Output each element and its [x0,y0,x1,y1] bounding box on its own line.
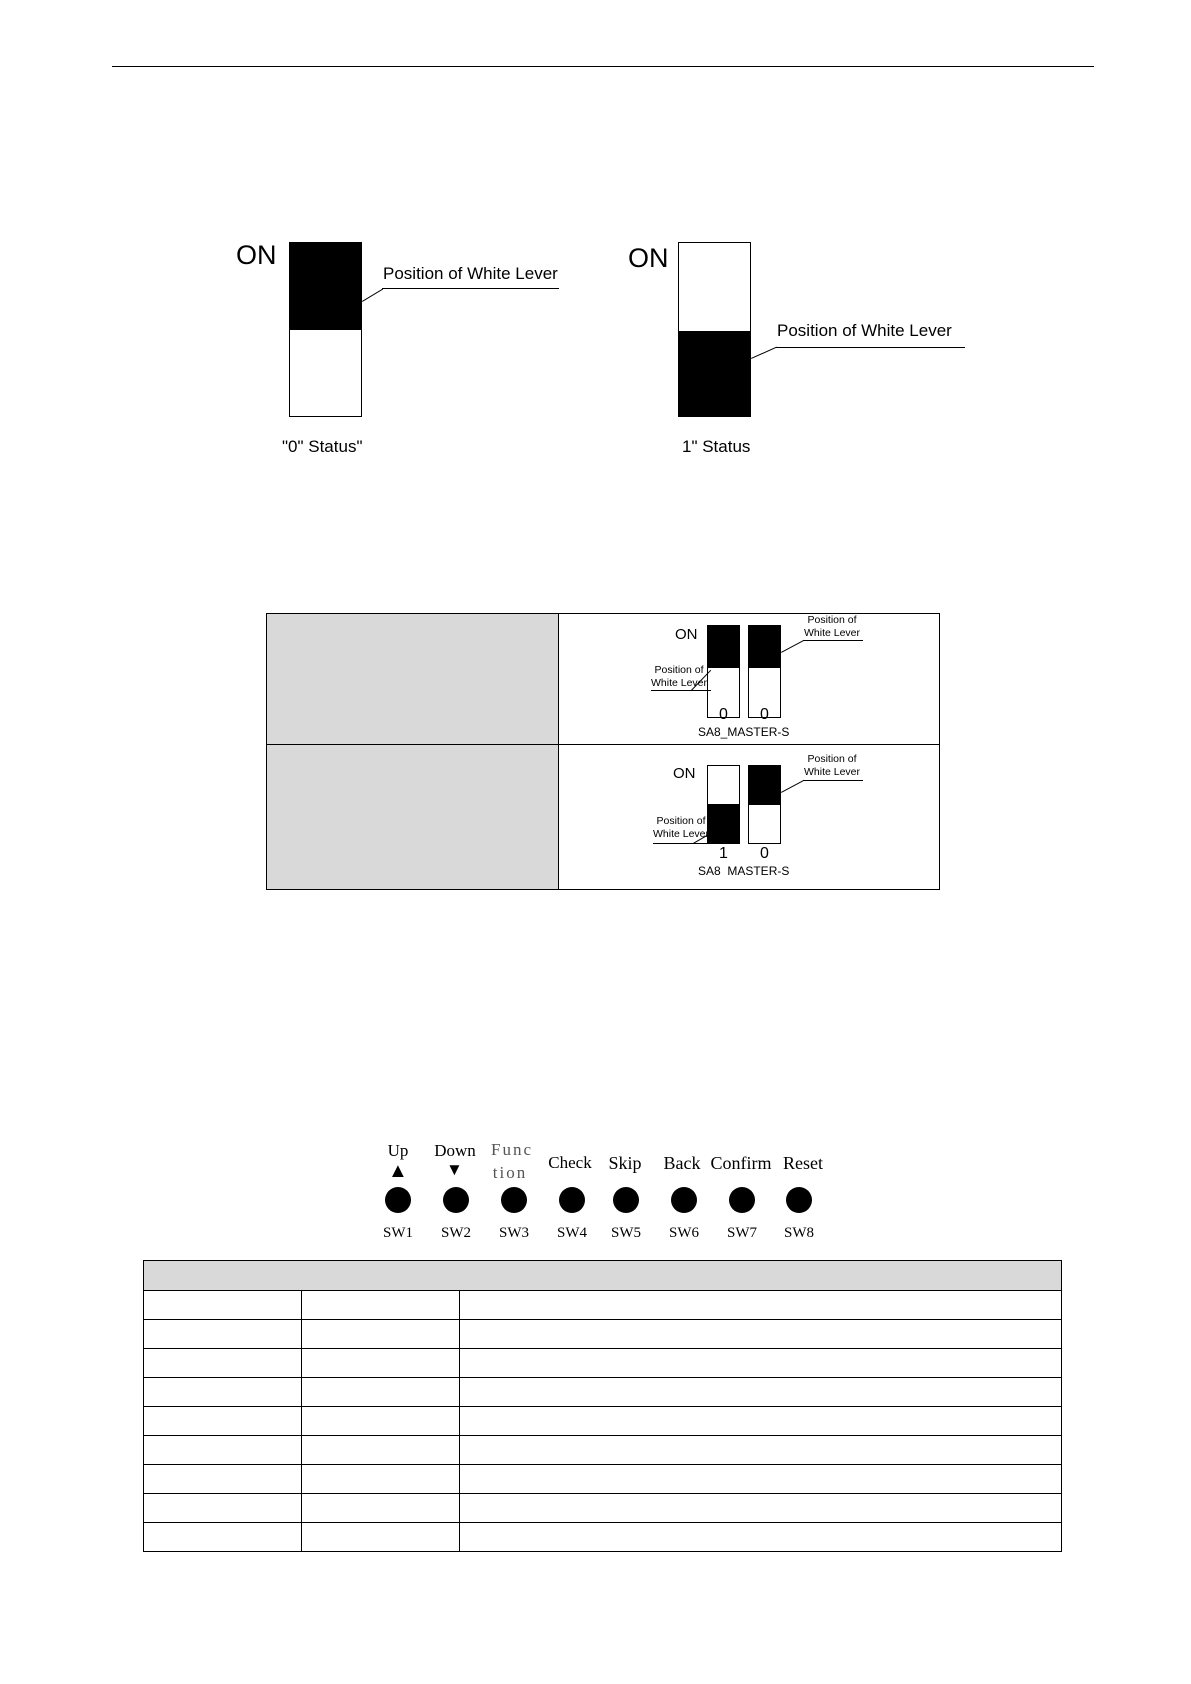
sw2-button[interactable] [443,1187,469,1213]
dip-caption-row1: SA8_MASTER-S [698,725,790,739]
sw7-button[interactable] [729,1187,755,1213]
table-row [144,1436,1062,1465]
lever-label-right: Position of White Lever [777,321,952,340]
button-label-down: Down [434,1141,476,1160]
lever-label-row1-left-a: Position of [654,664,704,676]
button-label-skip: Skip [608,1153,642,1173]
dip-table-row1-left-cell [267,614,559,744]
sw5-label: SW5 [611,1225,641,1241]
sw3-button[interactable] [501,1187,527,1213]
on-label-left: ON [236,240,277,270]
lever-label-row1-right-b: White Lever [804,627,861,639]
dip-switch-master-s [748,625,781,718]
lever-label-row2-right-b: White Lever [804,766,861,778]
sw2-label: SW2 [441,1225,471,1241]
sw7-label: SW7 [727,1225,757,1241]
lever-label-row1-right-a: Position of [807,614,857,626]
lever-label-row1-left-b: White Lever [651,677,708,689]
dip-value-master-s: 0 [760,845,769,862]
sw4-button[interactable] [559,1187,585,1213]
dip-switch-sa8 [707,625,740,718]
table-row [144,1465,1062,1494]
table-row [144,1320,1062,1349]
sw5-button[interactable] [613,1187,639,1213]
up-arrow-icon: ▲ [388,1160,408,1182]
on-label-right: ON [628,243,669,273]
table-row [144,1407,1062,1436]
table-row [144,1349,1062,1378]
lever-label-row2-left-b: White Lever [653,828,710,840]
button-label-up: Up [387,1141,409,1160]
lever-label-row2-right-a: Position of [807,753,857,765]
button-label-back: Back [663,1153,701,1173]
lever-label-row2-left-a: Position of [656,815,706,827]
dip-value-sa8: 1 [719,845,728,862]
lever-label-left: Position of White Lever [383,264,558,283]
sw6-label: SW6 [669,1225,699,1241]
sw4-label: SW4 [557,1225,587,1241]
switch-one-status [678,242,751,417]
dip-value-sa8: 0 [719,706,728,723]
sw8-button[interactable] [786,1187,812,1213]
dip-on-label: ON [675,626,698,643]
down-arrow-icon: ▼ [446,1160,463,1179]
sw3-label: SW3 [499,1225,529,1241]
table-row [144,1291,1062,1320]
table-row [144,1523,1062,1552]
caption-zero-status: "0" Status" [282,437,363,456]
button-label-check: Check [548,1153,592,1172]
table-row [144,1494,1062,1523]
caption-one-status: 1" Status [682,437,751,456]
dip-setting-table [266,613,940,890]
sw8-label: SW8 [784,1225,814,1241]
button-label-confirm: Confirm [710,1153,772,1173]
header-rule [112,66,1094,67]
sw1-button[interactable] [385,1187,411,1213]
button-label-reset: Reset [783,1153,823,1173]
dip-value-master-s: 0 [760,706,769,723]
switch-zero-status [289,242,362,417]
sw6-button[interactable] [671,1187,697,1213]
table-header-row [144,1261,1062,1291]
table-row [144,1378,1062,1407]
dip-switch-master-s [748,765,781,844]
button-function-table [143,1260,1062,1552]
dip-table-row2-left-cell [267,744,559,889]
button-label-function-b: tion [492,1163,528,1182]
sw1-label: SW1 [383,1225,413,1241]
dip-on-label: ON [673,765,696,782]
button-label-function-a: Func [491,1140,533,1159]
dip-caption-row2: SA8 MASTER-S [698,864,790,878]
